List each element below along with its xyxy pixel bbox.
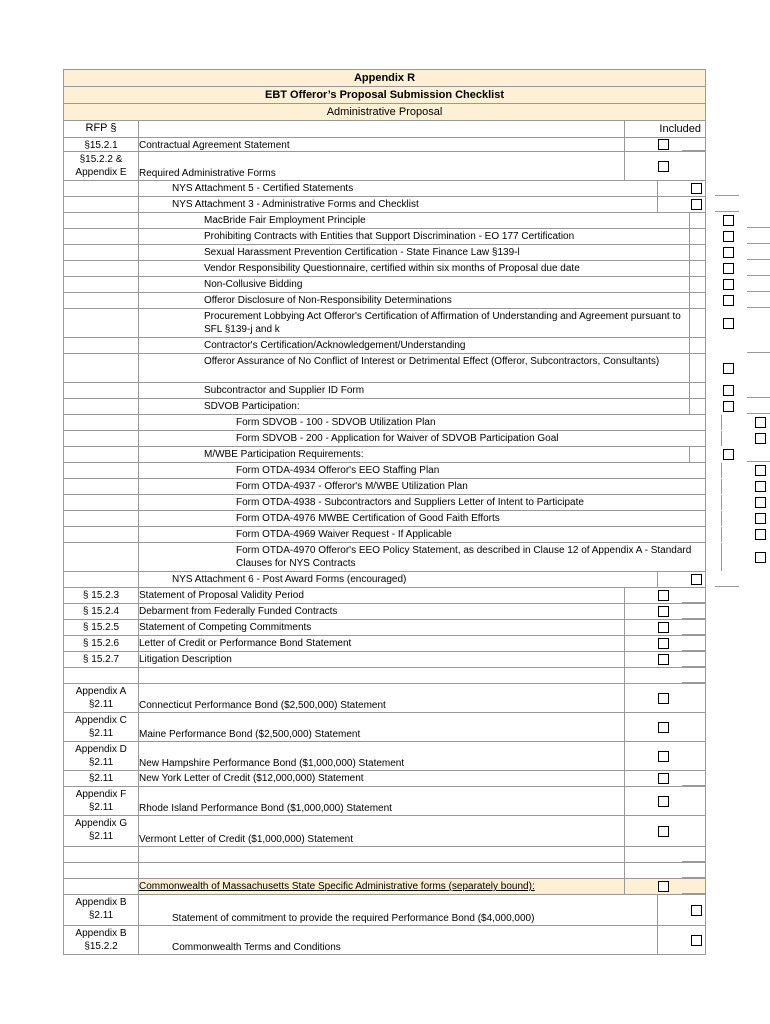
included-checkbox[interactable] (691, 935, 702, 946)
included-checkbox[interactable] (755, 529, 766, 540)
massachusetts-section-heading: Commonwealth of Massachusetts State Specific Administrative forms (separately bound): (139, 881, 535, 892)
table-row (63, 180, 706, 196)
table-row (63, 786, 706, 815)
row-rule (747, 259, 770, 260)
rfp-section: Appendix A §2.11 (64, 684, 139, 712)
table-row (63, 276, 706, 292)
item-description: Contractual Agreement Statement (139, 140, 290, 151)
included-checkbox[interactable] (658, 139, 669, 150)
rfp-section (64, 543, 139, 571)
included-cell (624, 847, 705, 862)
table-row (63, 414, 706, 430)
item-description: New Hampshire Performance Bond ($1,000,000) Statement (139, 758, 405, 769)
included-checkbox[interactable] (658, 693, 669, 704)
rfp-section (64, 245, 139, 260)
table-row (63, 603, 706, 619)
included-cell (721, 431, 722, 446)
table-row (63, 635, 706, 651)
item-description: Vendor Responsibility Questionnaire, certified within six months of Proposal due date (204, 263, 580, 274)
rfp-section: § 15.2.7 (64, 652, 139, 667)
included-checkbox[interactable] (723, 449, 734, 460)
included-checkbox[interactable] (658, 826, 669, 837)
table-row (63, 308, 706, 337)
rfp-section (64, 463, 139, 478)
rfp-section: §15.2.2 & Appendix E (64, 152, 139, 180)
table-row (63, 878, 706, 894)
included-checkbox[interactable] (658, 622, 669, 633)
table-row (63, 212, 706, 228)
rfp-section: Appendix D §2.11 (64, 742, 139, 770)
checklist-sheet (63, 69, 706, 955)
table-row (63, 337, 706, 353)
row-rule (747, 227, 770, 228)
included-cell (689, 447, 705, 462)
included-cell (624, 668, 705, 683)
included-checkbox[interactable] (658, 881, 669, 892)
row-rule (747, 397, 770, 398)
included-checkbox[interactable] (723, 231, 734, 242)
included-checkbox[interactable] (723, 318, 734, 329)
included-cell (624, 863, 705, 878)
item-description: Commonwealth Terms and Conditions (172, 942, 341, 953)
table-row (63, 526, 706, 542)
rfp-section: §2.11 (64, 771, 139, 786)
table-row (63, 510, 706, 526)
item-description: Contractor's Certification/Acknowledgement/Understanding (204, 340, 466, 351)
table-row (63, 196, 706, 212)
rfp-section (64, 229, 139, 244)
item-description: Non-Collusive Bidding (204, 279, 303, 290)
item-description: Form OTDA-4937 - Offeror's M/WBE Utilization Plan (236, 481, 468, 492)
item-description: Form SDVOB - 200 - Application for Waiver of SDVOB Participation Goal (236, 433, 559, 444)
table-row (63, 137, 706, 151)
table-row (63, 651, 706, 667)
included-cell (624, 816, 705, 846)
table-row (63, 894, 706, 925)
included-cell (657, 197, 705, 212)
included-cell (689, 213, 705, 228)
item-description: Required Administrative Forms (139, 168, 276, 179)
item-description: Offeror Disclosure of Non-Responsibility Determinations (204, 295, 452, 306)
item-description: Prohibiting Contracts with Entities that Support Discrimination - EO 177 Certification (204, 231, 575, 242)
table-row (63, 228, 706, 244)
table-row (63, 446, 706, 462)
item-description: Form OTDA-4970 Offeror's EEO Policy Statement, as described in Clause 12 of Appendix A - Standard Clauses for NYS Contracts (236, 545, 692, 569)
included-cell (624, 771, 705, 786)
rfp-section (64, 261, 139, 276)
rfp-section (64, 863, 139, 878)
row-rule (747, 352, 770, 353)
rfp-section (64, 431, 139, 446)
included-checkbox[interactable] (723, 295, 734, 306)
included-checkbox[interactable] (723, 263, 734, 274)
rfp-section (64, 495, 139, 510)
row-rule (747, 275, 770, 276)
table-row (63, 571, 706, 587)
rfp-section (64, 309, 139, 337)
section-title: Administrative Proposal (63, 103, 706, 120)
checklist-rows (63, 137, 706, 955)
item-description: Sexual Harassment Prevention Certification - State Finance Law §139-l (204, 247, 520, 258)
included-checkbox[interactable] (723, 247, 734, 258)
rfp-section (64, 879, 139, 894)
included-cell (624, 713, 705, 741)
rfp-section (64, 668, 139, 683)
included-checkbox[interactable] (691, 574, 702, 585)
item-description: MacBride Fair Employment Principle (204, 215, 366, 226)
included-checkbox[interactable] (658, 722, 669, 733)
included-cell (624, 152, 705, 180)
table-row (63, 741, 706, 770)
included-checkbox[interactable] (755, 552, 766, 563)
item-description: Form OTDA-4934 Offeror's EEO Staffing Plan (236, 465, 440, 476)
table-row (63, 683, 706, 712)
table-row (63, 292, 706, 308)
sheet-title: Appendix R (63, 69, 706, 86)
included-checkbox[interactable] (723, 385, 734, 396)
table-row (63, 398, 706, 414)
included-cell (721, 527, 722, 542)
rfp-section: Appendix G §2.11 (64, 816, 139, 846)
included-checkbox[interactable] (755, 481, 766, 492)
included-checkbox[interactable] (755, 513, 766, 524)
item-description (139, 879, 624, 894)
table-row (63, 862, 706, 878)
item-description: Connecticut Performance Bond ($2,500,000) Statement (139, 700, 386, 711)
rfp-section: § 15.2.4 (64, 604, 139, 619)
included-cell (657, 572, 705, 587)
row-rule (747, 461, 770, 462)
item-description: Debarment from Federally Funded Contracts (139, 606, 338, 617)
included-checkbox[interactable] (658, 590, 669, 601)
table-row (63, 667, 706, 683)
table-row (63, 151, 706, 180)
included-checkbox[interactable] (691, 905, 702, 916)
included-cell (721, 415, 722, 430)
table-row (63, 770, 706, 786)
included-checkbox[interactable] (755, 497, 766, 508)
table-row (63, 353, 706, 382)
item-description: Litigation Description (139, 654, 232, 665)
rfp-section (64, 511, 139, 526)
rfp-section (64, 399, 139, 414)
item-description: Subcontractor and Supplier ID Form (204, 385, 365, 396)
included-cell (689, 338, 705, 353)
included-cell (721, 495, 722, 510)
rfp-section (64, 415, 139, 430)
column-header-row (63, 120, 706, 137)
item-description: Rhode Island Performance Bond ($1,000,000) Statement (139, 803, 392, 814)
included-checkbox[interactable] (723, 401, 734, 412)
item-description: M/WBE Participation Requirements: (204, 449, 364, 460)
rfp-section: Appendix B §2.11 (64, 895, 139, 925)
rfp-section: Appendix C §2.11 (64, 713, 139, 741)
included-cell (721, 463, 722, 478)
item-description (139, 668, 624, 683)
included-cell (624, 787, 705, 815)
included-cell (689, 399, 705, 414)
rfp-section (64, 197, 139, 212)
item-description: Offeror Assurance of No Conflict of Interest or Detrimental Effect (Offeror, Subcontractors, Consultants) (204, 356, 660, 367)
item-description: Form OTDA-4938 - Subcontractors and Suppliers Letter of Intent to Participate (236, 497, 584, 508)
table-row (63, 430, 706, 446)
included-cell (624, 636, 705, 651)
row-rule (715, 586, 739, 587)
included-checkbox[interactable] (755, 433, 766, 444)
included-checkbox[interactable] (658, 796, 669, 807)
rfp-section (64, 213, 139, 228)
rfp-section: §15.2.1 (64, 138, 139, 151)
row-rule (747, 291, 770, 292)
rfp-section (64, 572, 139, 587)
item-description: Statement of Competing Commitments (139, 622, 312, 633)
included-checkbox[interactable] (723, 215, 734, 226)
included-cell (624, 684, 705, 712)
col-rfp-header: RFP § (64, 121, 139, 137)
included-checkbox[interactable] (658, 773, 669, 784)
table-row (63, 846, 706, 862)
included-checkbox[interactable] (658, 161, 669, 172)
item-description: Vermont Letter of Credit ($1,000,000) Statement (139, 834, 354, 845)
table-row (63, 494, 706, 510)
included-cell (657, 895, 705, 925)
item-description: New York Letter of Credit ($12,000,000) Statement (139, 773, 364, 784)
row-rule (747, 413, 770, 414)
included-cell (721, 511, 722, 526)
included-cell (689, 309, 705, 337)
included-checkbox[interactable] (658, 606, 669, 617)
included-cell (721, 543, 722, 571)
included-checkbox[interactable] (691, 199, 702, 210)
rfp-section (64, 479, 139, 494)
row-rule (715, 211, 739, 212)
item-description: Letter of Credit or Performance Bond Statement (139, 638, 352, 649)
rfp-section: Appendix B §15.2.2 (64, 926, 139, 954)
included-checkbox[interactable] (723, 363, 734, 374)
included-cell (657, 926, 705, 954)
item-description: Form SDVOB - 100 - SDVOB Utilization Plan (236, 417, 436, 428)
item-description: SDVOB Participation: (204, 401, 300, 412)
included-cell (624, 588, 705, 603)
item-description: Maine Performance Bond ($2,500,000) Statement (139, 729, 361, 740)
sheet-subtitle: EBT Offeror’s Proposal Submission Checklist (63, 86, 706, 103)
rfp-section: § 15.2.6 (64, 636, 139, 651)
row-rule (715, 195, 739, 196)
table-row (63, 382, 706, 398)
item-description: NYS Attachment 3 - Administrative Forms and Checklist (172, 199, 419, 210)
rfp-section (64, 383, 139, 398)
rfp-section (64, 354, 139, 382)
included-checkbox[interactable] (658, 638, 669, 649)
included-checkbox[interactable] (755, 465, 766, 476)
item-description: NYS Attachment 6 - Post Award Forms (encouraged) (172, 574, 407, 585)
rfp-section (64, 181, 139, 196)
included-checkbox[interactable] (723, 279, 734, 290)
rfp-section (64, 277, 139, 292)
included-cell (689, 383, 705, 398)
rfp-section (64, 293, 139, 308)
table-row (63, 925, 706, 955)
item-description: Form OTDA-4969 Waiver Request - If Applicable (236, 529, 452, 540)
included-cell (657, 181, 705, 196)
item-description: Statement of Proposal Validity Period (139, 590, 304, 601)
table-row (63, 260, 706, 276)
included-cell (689, 277, 705, 292)
included-cell (624, 138, 705, 151)
included-cell (624, 742, 705, 770)
row-rule (747, 307, 770, 308)
included-checkbox[interactable] (658, 751, 669, 762)
table-row (63, 478, 706, 494)
included-cell (624, 879, 705, 894)
item-description (139, 847, 624, 862)
rfp-section (64, 527, 139, 542)
included-cell (721, 479, 722, 494)
rfp-section (64, 847, 139, 862)
rfp-section: § 15.2.5 (64, 620, 139, 635)
included-cell (689, 293, 705, 308)
col-included-header: Included (624, 121, 705, 137)
table-row (63, 712, 706, 741)
item-description (139, 863, 624, 878)
rfp-section (64, 447, 139, 462)
item-description: Form OTDA-4976 MWBE Certification of Good Faith Efforts (236, 513, 500, 524)
col-desc-header (139, 121, 624, 137)
row-rule (747, 243, 770, 244)
included-cell (624, 620, 705, 635)
item-description: Procurement Lobbying Act Offeror's Certification of Affirmation of Understanding and Agreement pursuant to SFL §139-j and k (204, 311, 681, 335)
table-row (63, 619, 706, 635)
table-row (63, 815, 706, 846)
included-checkbox[interactable] (755, 417, 766, 428)
table-row (63, 462, 706, 478)
table-row (63, 587, 706, 603)
rfp-section: § 15.2.3 (64, 588, 139, 603)
rfp-section (64, 338, 139, 353)
item-description: NYS Attachment 5 - Certified Statements (172, 183, 354, 194)
rfp-section: Appendix F §2.11 (64, 787, 139, 815)
item-description: Statement of commitment to provide the required Performance Bond ($4,000,000) (172, 913, 535, 924)
included-cell (624, 652, 705, 667)
included-checkbox[interactable] (691, 183, 702, 194)
included-cell (689, 354, 705, 382)
table-row (63, 244, 706, 260)
table-row (63, 542, 706, 571)
included-cell (689, 261, 705, 276)
included-cell (689, 229, 705, 244)
included-checkbox[interactable] (658, 654, 669, 665)
included-cell (689, 245, 705, 260)
included-cell (624, 604, 705, 619)
